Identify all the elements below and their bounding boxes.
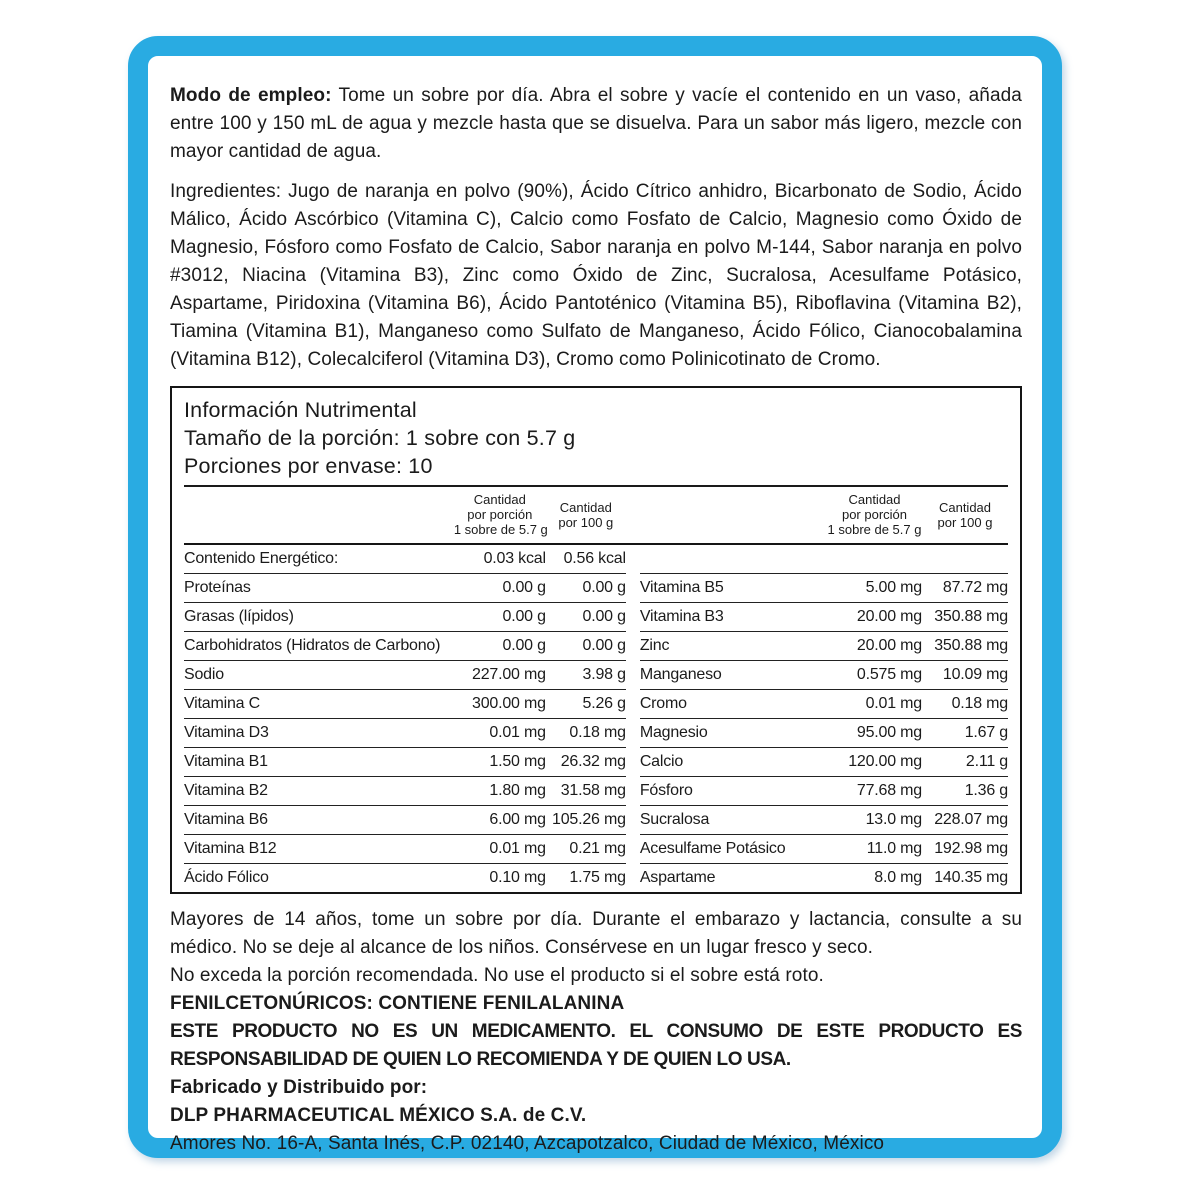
value-per-serving: 20.00 mg: [856, 608, 922, 625]
value-per-serving: 13.0 mg: [865, 811, 922, 828]
nutrient-name: Vitamina B1: [184, 753, 268, 770]
value-per-serving: 95.00 mg: [856, 724, 922, 741]
nutrient-name: Zinc: [639, 637, 670, 654]
per-100g-header-line: Cantidad: [938, 499, 992, 515]
table-row: [184, 690, 626, 719]
nutrient-name: Contenido Energético:: [184, 550, 339, 567]
nutrient-name: Carbohidratos (Hidratos de Carbono): [184, 637, 441, 654]
per-100g-header: [922, 500, 1008, 530]
nutrient-name: Vitamina B2: [184, 782, 268, 799]
table-row: [184, 632, 626, 661]
table-row: [640, 690, 1008, 719]
per-serving-header: [827, 492, 922, 537]
table-row: [184, 661, 626, 690]
value-per-100g: 2.11 g: [965, 753, 1008, 770]
manufactured-by-label: Fabricado y Distribuido por:: [170, 1077, 428, 1098]
usage-lead: Modo de empleo:: [170, 85, 332, 106]
nutrient-name: Fósforo: [639, 782, 693, 799]
table-row-spacer: [640, 545, 1008, 574]
nutrient-name: Sucralosa: [639, 811, 710, 828]
per-100g-header-line: por 100 g: [558, 514, 614, 530]
table-row: [184, 574, 626, 603]
nutrient-name: Proteínas: [184, 579, 251, 596]
value-per-serving: 6.00 mg: [489, 811, 546, 828]
usage-text: Tome un sobre por día. Abra el sobre y vacíe el contenido en un vaso, añada entre 100 y 150 mL de agua y mezcle hasta que se disuelva. Para un sabor más ligero, mezcle con mayor cantidad de agua.: [170, 85, 1022, 162]
per-100g-header-line: Cantidad: [559, 499, 612, 515]
value-per-100g: 31.58 mg: [560, 782, 626, 799]
ingredients-lead: Ingredientes:: [170, 181, 282, 202]
per-100g-header-line: por 100 g: [937, 514, 993, 530]
table-row: [184, 864, 626, 892]
table-row: [184, 719, 626, 748]
per-serving-header-line: por porción: [841, 507, 908, 522]
nutrient-name: Vitamina B3: [639, 608, 724, 625]
table-row: [184, 748, 626, 777]
value-per-serving: 20.00 mg: [856, 637, 922, 654]
table-row: [184, 806, 626, 835]
value-per-serving: 1.50 mg: [489, 753, 546, 770]
value-per-100g: 192.98 mg: [934, 840, 1008, 857]
value-per-serving: 120.00 mg: [848, 753, 922, 770]
nutrient-name: Vitamina B12: [184, 840, 277, 857]
nutrient-name: Acesulfame Potásico: [639, 840, 786, 857]
table-row: [184, 603, 626, 632]
nutrition-column-right: [640, 545, 1008, 892]
company-address: Amores No. 16-A, Santa Inés, C.P. 02140, Azcapotzalco, Ciudad de México, México: [170, 1133, 885, 1154]
value-per-serving: 77.68 mg: [856, 782, 922, 799]
ingredients-text: Jugo de naranja en polvo (90%), Ácido Cítrico anhidro, Bicarbonato de Sodio, Ácido Málico, Ácido Ascórbico (Vitamina C), Calcio como Fosfato de Calcio, Magnesio como Óxido de Magnesio, Fósforo como Fosfato de Calcio, Sabor naranja en polvo M-144, Sabor naranja en polvo #3012, Niacina (Vitamina B3), Zinc como Óxido de Zinc, Sucralosa, Acesulfame Potásico, Aspartame, Piridoxina (Vitamina B6), Ácido Pantoténico (Vitamina B5), Riboflavina (Vitamina B2), Tiamina (Vitamina B1), Manganeso como Sulfato de Manganeso, Ácido Fólico, Cianocobalamina (Vitamina B12), Colecalciferol (Vitamina D3), Cromo como Polinicotinato de Cromo.: [170, 181, 1022, 370]
value-per-serving: 0.00 g: [502, 608, 546, 625]
nutrient-name: Vitamina B5: [639, 579, 724, 596]
table-row: [640, 835, 1008, 864]
age-warning-text: Mayores de 14 años, tome un sobre por día. Durante el embarazo y lactancia, consulte a su médico. No se deje al alcance de los niños. Consérvese en un lugar fresco y seco.: [170, 909, 1022, 958]
per-serving-header-line: 1 sobre de 5.7 g: [453, 522, 548, 537]
not-medicine-disclaimer: ESTE PRODUCTO NO ES UN MEDICAMENTO. EL CONSUMO DE ESTE PRODUCTO ES RESPONSABILIDAD DE QUIEN LO RECOMIENDA Y DE QUIEN LO USA.: [170, 1021, 1022, 1070]
company-name: DLP PHARMACEUTICAL MÉXICO S.A. de C.V.: [170, 1105, 587, 1126]
nutrition-table: [170, 386, 1022, 894]
column-headers-right: [640, 492, 1008, 537]
nutrient-name: Ácido Fólico: [184, 869, 269, 886]
ingredients-paragraph: [170, 178, 1022, 374]
per-serving-header-line: Cantidad: [473, 492, 526, 507]
value-per-serving: 227.00 mg: [472, 666, 546, 683]
table-row: [640, 574, 1008, 603]
value-per-serving: 0.575 mg: [856, 666, 922, 683]
value-per-100g: 1.75 mg: [569, 869, 626, 886]
value-per-serving: 1.80 mg: [489, 782, 546, 799]
per-serving-header: [454, 492, 546, 537]
column-headers: [184, 487, 1008, 543]
nutrient-name: Vitamina B6: [184, 811, 268, 828]
nutrient-name: Calcio: [639, 753, 684, 770]
value-per-serving: 0.00 g: [502, 579, 546, 596]
nutrient-name: Cromo: [639, 695, 687, 712]
nutrient-name: Sodio: [184, 666, 224, 683]
value-per-100g: 26.32 mg: [560, 753, 626, 770]
value-per-serving: 5.00 mg: [865, 579, 922, 596]
column-headers-left: [184, 492, 626, 537]
value-per-100g: 140.35 mg: [934, 869, 1008, 886]
nutrition-columns: [184, 545, 1008, 892]
per-serving-header-line: por porción: [467, 507, 533, 522]
value-per-100g: 1.67 g: [964, 724, 1008, 741]
value-per-100g: 3.98 g: [582, 666, 626, 683]
value-per-100g: 5.26 g: [582, 695, 626, 712]
value-per-100g: 1.36 g: [964, 782, 1008, 799]
nutrient-name: Manganeso: [639, 666, 722, 683]
value-per-100g: 0.21 mg: [569, 840, 626, 857]
value-per-100g: 10.09 mg: [942, 666, 1008, 683]
nutrient-name: Vitamina C: [184, 695, 260, 712]
value-per-100g: 0.00 g: [582, 579, 626, 596]
servings-per-container: Porciones por envase: 10: [184, 454, 433, 478]
value-per-serving: 0.01 mg: [865, 695, 922, 712]
nutrition-table-header: [184, 396, 1008, 480]
value-per-serving: 0.03 kcal: [483, 550, 546, 567]
nutrition-column-left: [184, 545, 626, 892]
table-row: [640, 864, 1008, 892]
value-per-serving: 8.0 mg: [874, 869, 922, 886]
per-100g-header: [546, 500, 626, 530]
value-per-100g: 350.88 mg: [934, 637, 1008, 654]
nutrient-name: Magnesio: [639, 724, 708, 741]
table-row: [184, 777, 626, 806]
value-per-100g: 228.07 mg: [934, 811, 1008, 828]
label-content: [170, 82, 1022, 1158]
no-exceed-text: No exceda la porción recomendada. No use el producto si el sobre está roto.: [170, 965, 824, 986]
label-blue-frame: [128, 36, 1062, 1158]
serving-size: Tamaño de la porción: 1 sobre con 5.7 g: [184, 426, 576, 450]
per-serving-header-line: Cantidad: [848, 492, 901, 507]
nutrient-name: Grasas (lípidos): [184, 608, 294, 625]
value-per-serving: 0.00 g: [502, 637, 546, 654]
value-per-serving: 0.01 mg: [489, 724, 546, 741]
value-per-100g: 0.56 kcal: [563, 550, 626, 567]
usage-paragraph: [170, 82, 1022, 166]
table-row: [184, 545, 626, 574]
value-per-100g: 0.18 mg: [951, 695, 1008, 712]
value-per-100g: 350.88 mg: [934, 608, 1008, 625]
per-serving-header-line: 1 sobre de 5.7 g: [827, 522, 922, 537]
table-row: [640, 632, 1008, 661]
nutrient-name: Vitamina D3: [184, 724, 269, 741]
value-per-serving: 0.01 mg: [489, 840, 546, 857]
value-per-100g: 0.18 mg: [569, 724, 626, 741]
value-per-100g: 0.00 g: [582, 637, 626, 654]
value-per-serving: 0.10 mg: [489, 869, 546, 886]
table-row: [640, 748, 1008, 777]
table-row: [184, 835, 626, 864]
table-row: [640, 719, 1008, 748]
table-row: [640, 603, 1008, 632]
value-per-100g: 87.72 mg: [942, 579, 1008, 596]
table-row: [640, 661, 1008, 690]
value-per-serving: 300.00 mg: [472, 695, 546, 712]
value-per-100g: 105.26 mg: [552, 811, 626, 828]
phenylketonurics-warning: FENILCETONÚRICOS: CONTIENE FENILALANINA: [170, 993, 625, 1014]
nutrient-name: Aspartame: [639, 869, 716, 886]
value-per-100g: 0.00 g: [582, 608, 626, 625]
table-row: [640, 806, 1008, 835]
nutrition-title: Información Nutrimental: [184, 398, 417, 422]
value-per-serving: 11.0 mg: [866, 840, 922, 857]
table-row: [640, 777, 1008, 806]
